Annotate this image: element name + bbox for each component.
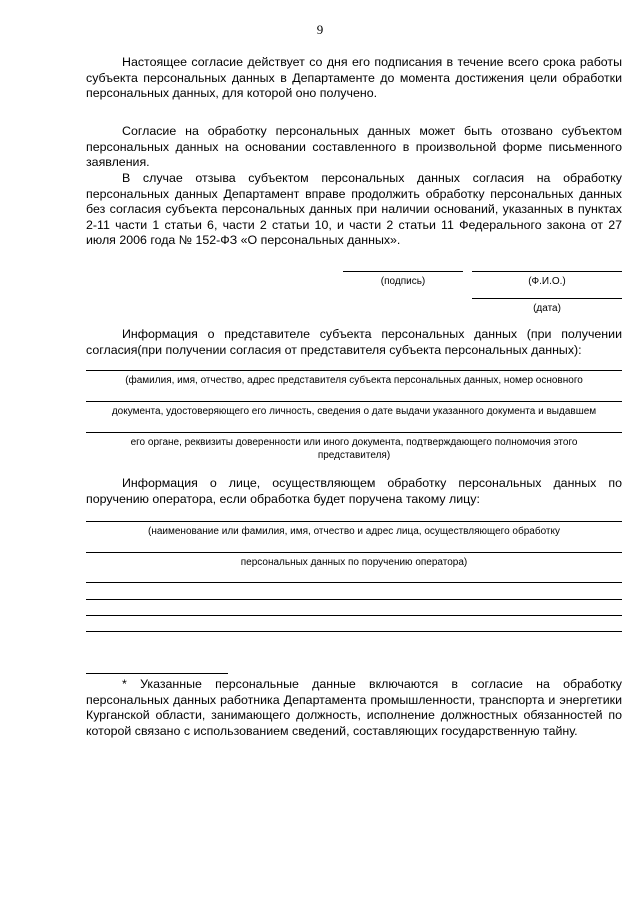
paragraph-validity: Настоящее согласие действует со дня его подписания в течение всего срока работы субъекта персональных данных в Департаменте до момента достижения цели обработки персональных данных, для которой оно получено.: [86, 55, 622, 100]
paragraph-revocation: Согласие на обработку персональных данных может быть отозвано субъектом персональных данных на основании составленного в произвольной форме письменного заявления.: [86, 124, 622, 169]
operator-line-1: [86, 521, 622, 522]
representative-line-1: [86, 370, 622, 371]
date-line: [472, 298, 622, 299]
operator-line-2: [86, 552, 622, 553]
representative-line-3: [86, 432, 622, 433]
page-number: 9: [316, 22, 324, 37]
representative-line-2: [86, 401, 622, 402]
name-line: [472, 271, 622, 272]
operator-caption-1: (наименование или фамилия, имя, отчество и адрес лица, осуществляющего обработку: [148, 526, 560, 537]
blank-line-2: [86, 599, 622, 600]
signature-caption: (подпись): [380, 276, 426, 287]
representative-heading: Информация о представителе субъекта персональных данных (при получении согласия(при получении согласия от представителя субъекта персональных данных):: [86, 327, 622, 357]
operator-caption-2: персональных данных по поручению оператора): [240, 557, 468, 568]
blank-line-1: [86, 582, 622, 583]
date-caption: (дата): [533, 303, 561, 314]
footnote-separator: [86, 673, 228, 674]
representative-caption-3: его органе, реквизиты доверенности или иного документа, подтверждающего полномочия этого: [130, 437, 578, 448]
operator-heading: Информация о лице, осуществляющем обработку персональных данных по поручению оператора, если обработка будет поручена такому лицу:: [86, 476, 622, 506]
representative-caption-4: представителя): [317, 450, 391, 461]
blank-line-4: [86, 631, 622, 632]
name-caption: (Ф.И.О.): [528, 276, 566, 287]
footnote: * Указанные персональные данные включаются в согласие на обработку персональных данных работника Департамента промышленности, транспорта и энергетики Курганской области, занимающего должность, исполнение должностных обязанностей по которой связано с использованием сведений, составляющих государственную тайну.: [86, 677, 622, 738]
representative-caption-1: (фамилия, имя, отчество, адрес представителя субъекта персональных данных, номер основного: [125, 375, 583, 386]
paragraph-withdrawal: В случае отзыва субъектом персональных данных согласия на обработку персональных данных Департамент вправе продолжить обработку персональных данных без согласия субъекта персональных данных при наличии оснований, указанных в пунктах 2-11 части 1 статьи 6, части 2 статьи 10, и части 2 статьи 11 Федерального закона от 27 июля 2006 года № 152-ФЗ «О персональных данных».: [86, 171, 622, 247]
representative-caption-2: документа, удостоверяющего его личность, сведения о дате выдачи указанного документа и выдавшем: [111, 406, 597, 417]
blank-line-3: [86, 615, 622, 616]
signature-line: [343, 271, 463, 272]
